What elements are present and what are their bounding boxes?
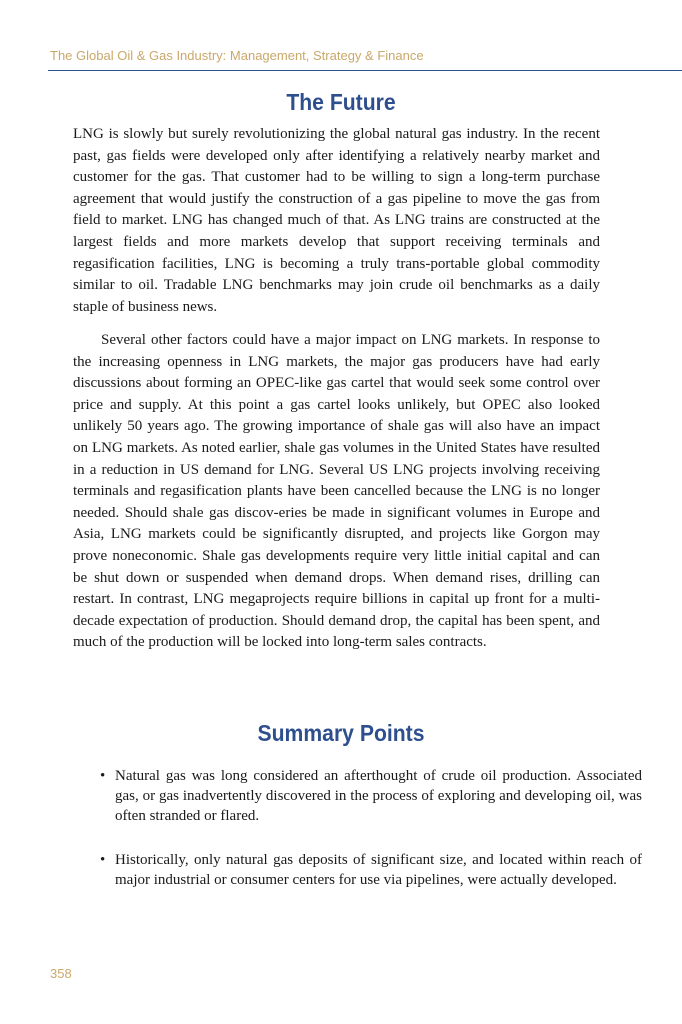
summary-bullet-text-2: Historically, only natural gas deposits of significant size, and located within reach of major industrial or consumer centers for use via pipelines, were actually developed. <box>115 852 642 888</box>
summary-bullet-item-2 <box>73 850 642 890</box>
summary-bullet-text-1: Natural gas was long considered an afterthought of crude oil production. Associated gas, or gas inadvertently discovered in the process of exploring and developing oil, was often stranded or flared. <box>115 768 642 824</box>
page-number: 358 <box>50 966 72 981</box>
future-paragraph-2: Several other factors could have a major impact on LNG markets. In response to the increasing openness in LNG markets, the major gas producers have had early discussions about forming an OPEC-like gas cartel that would seek some control over price and supply. At this point a gas cartel looks unlikely, but OPEC also looked unlikely 50 years ago. The growing importance of shale gas will also have an impact on LNG markets. As noted earlier, shale gas volumes in the United States have resulted in a reduction in US demand for LNG. Several US LNG projects involving receiving terminals and regasification plants have been cancelled because the LNG is no longer needed. Should shale gas discov-eries be made in significant volumes in Europe and Asia, LNG markets could be significantly disrupted, and projects like Gorgon may prove noneconomic. Shale gas developments require very little initial capital and can be shut down or suspended when demand drops. When demand rises, drilling can restart. In contrast, LNG megaprojects require billions in capital up front for a multi-decade expectation of production. Should demand drop, the capital has been spent, and much of the production will be locked into long-term sales contracts. <box>73 332 600 651</box>
future-paragraph-1: LNG is slowly but surely revolutionizing the global natural gas industry. In the recent past, gas fields were developed only after identifying a relatively nearby market and customer for the gas. That customer had to be willing to sign a long-term purchase agreement that would justify the construction of a gas pipeline to move the gas from field to market. LNG has changed much of that. As LNG trains are constructed at the largest fields and more markets develop that support receiving terminals and regasification facilities, LNG is becoming a truly trans-portable global commodity similar to oil. Tradable LNG benchmarks may join crude oil benchmarks as a daily staple of business news. <box>73 126 600 315</box>
summary-bullet-list <box>73 0 642 1024</box>
bullet-icon: • <box>100 768 106 784</box>
section-title-summary-points: Summary Points <box>257 720 425 746</box>
summary-bullet-item-1 <box>73 766 642 826</box>
section-title-the-future: The Future <box>286 89 396 115</box>
bullet-icon: • <box>100 852 106 868</box>
running-header-title: The Global Oil & Gas Industry: Management, Strategy & Finance <box>50 48 424 63</box>
